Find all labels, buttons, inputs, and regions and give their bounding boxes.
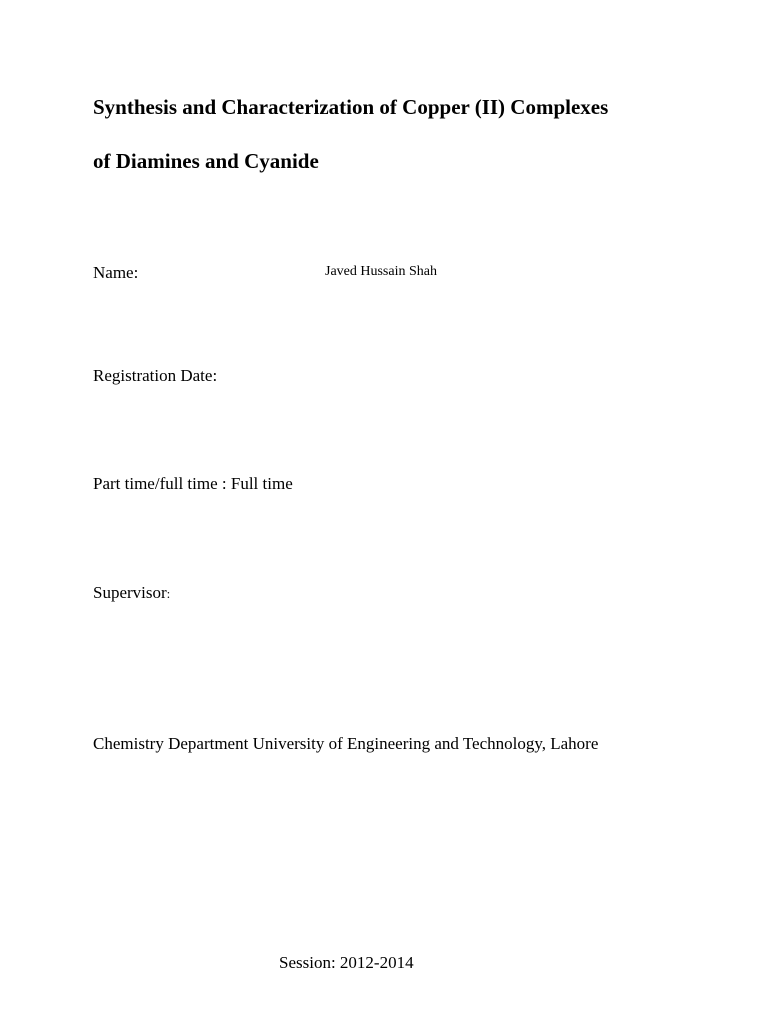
supervisor-label-text: Supervisor (93, 583, 167, 602)
study-mode-line: Part time/full time : Full time (93, 474, 293, 493)
supervisor-label (93, 584, 170, 601)
thesis-title-line-1: Synthesis and Characterization of Copper (II) Complexes (93, 95, 609, 119)
thesis-title-line-2: of Diamines and Cyanide (93, 149, 319, 173)
name-label: Name: (93, 263, 139, 282)
department-line: Chemistry Department University of Engineering and Technology, Lahore (93, 734, 599, 753)
supervisor-label-colon: : (166, 586, 171, 601)
session-line: Session: 2012-2014 (279, 953, 414, 972)
name-value: Javed Hussain Shah (325, 264, 437, 279)
registration-date-label: Registration Date: (93, 366, 218, 385)
